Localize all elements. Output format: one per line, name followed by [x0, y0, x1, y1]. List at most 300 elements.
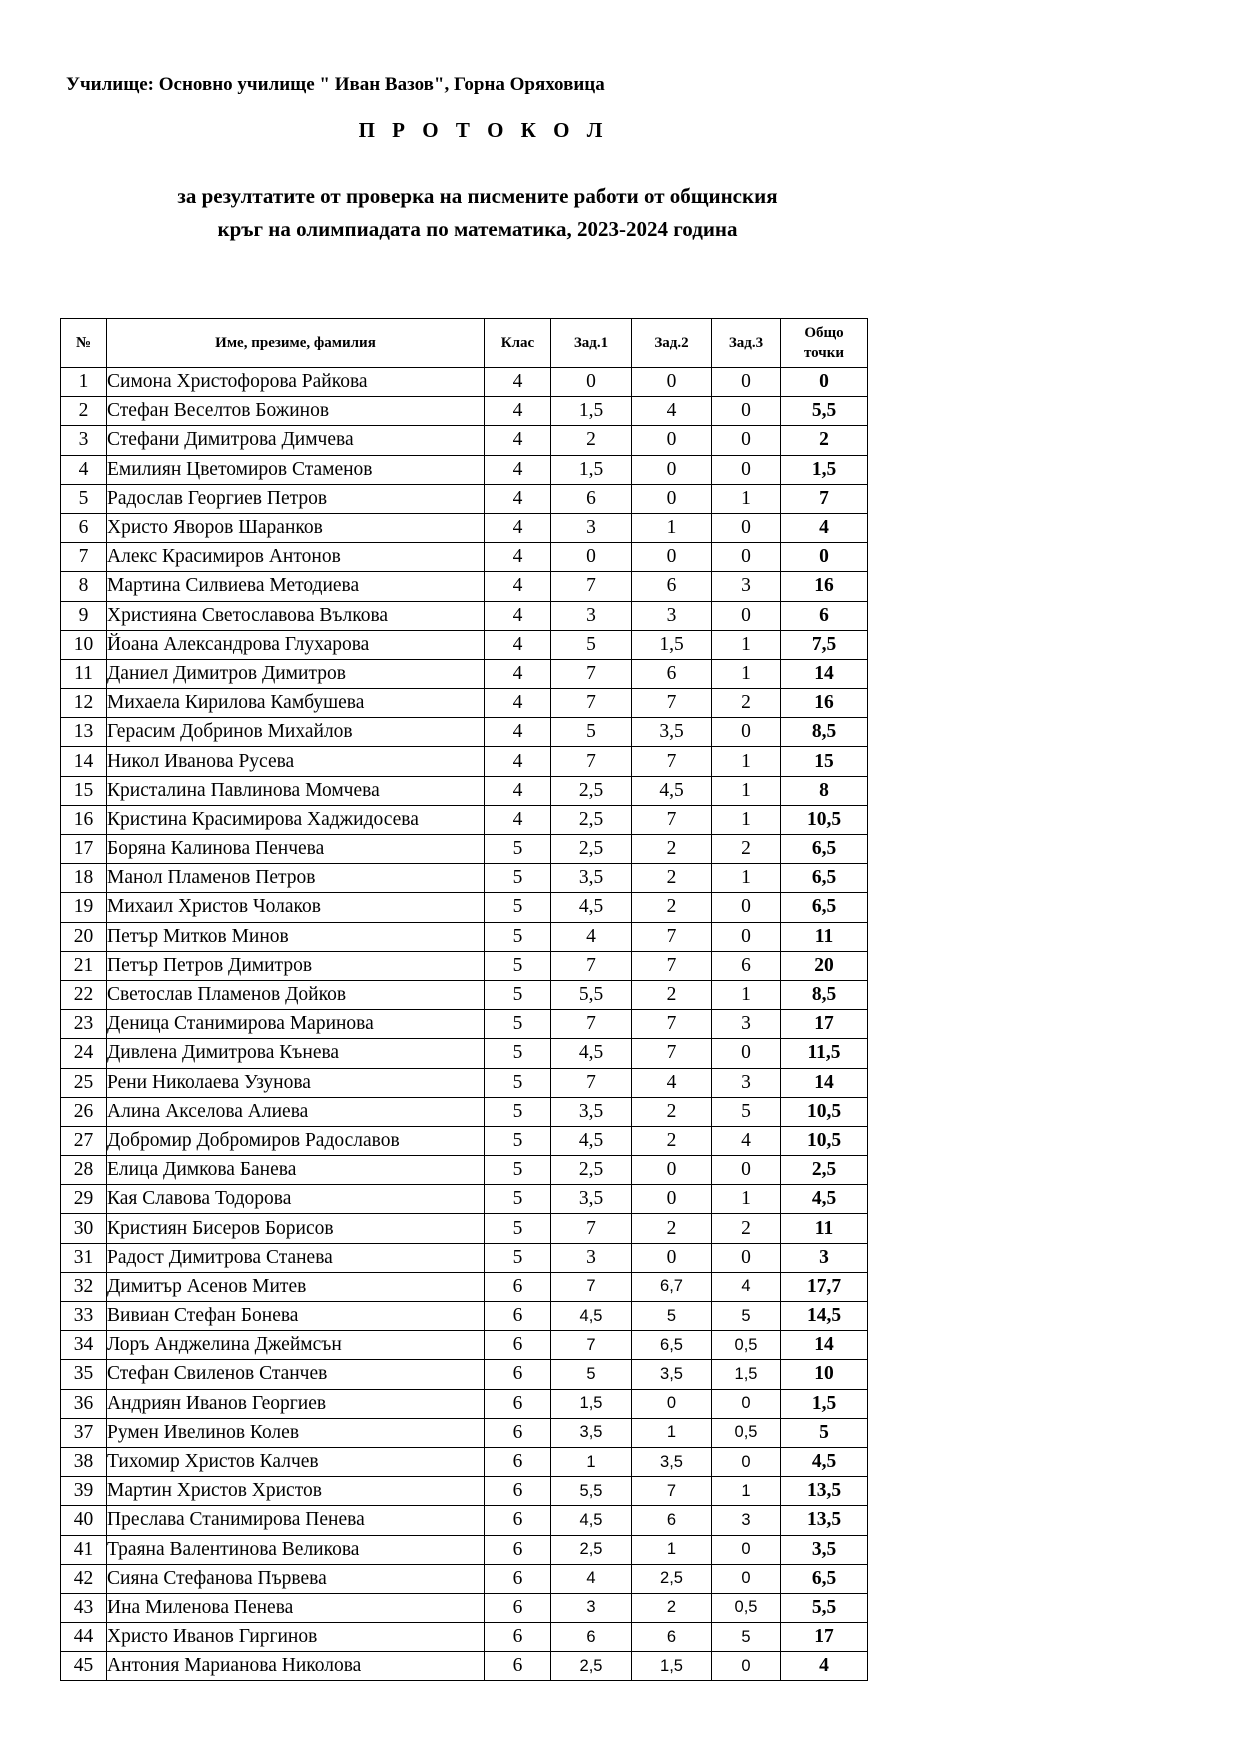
student-name: Румен Ивелинов Колев	[107, 1418, 485, 1447]
class-cell: 5	[485, 951, 551, 980]
task3-score: 3	[712, 1506, 781, 1535]
student-name: Преслава Станимирова Пенева	[107, 1506, 485, 1535]
school-name: Училище: Основно училище " Иван Вазов", Горна Оряховица	[66, 74, 605, 95]
task3-score: 1	[712, 659, 781, 688]
student-name: Антония Марианова Николова	[107, 1652, 485, 1681]
total-score: 5,5	[781, 1593, 868, 1622]
table-row	[61, 1564, 868, 1593]
task3-score: 1	[712, 630, 781, 659]
class-cell: 5	[485, 1214, 551, 1243]
class-cell: 5	[485, 1126, 551, 1155]
task3-score: 0,5	[712, 1418, 781, 1447]
task2-score: 7	[632, 1477, 712, 1506]
table-row	[61, 1535, 868, 1564]
class-cell: 4	[485, 689, 551, 718]
student-name: Ина Миленова Пенева	[107, 1593, 485, 1622]
class-cell: 4	[485, 776, 551, 805]
row-number: 15	[61, 776, 107, 805]
table-row	[61, 572, 868, 601]
class-cell: 6	[485, 1593, 551, 1622]
row-number: 41	[61, 1535, 107, 1564]
row-number: 21	[61, 951, 107, 980]
total-score: 2,5	[781, 1156, 868, 1185]
task3-score: 0	[712, 455, 781, 484]
task2-score: 6	[632, 659, 712, 688]
total-score: 17	[781, 1010, 868, 1039]
student-name: Траяна Валентинова Великова	[107, 1535, 485, 1564]
student-name: Вивиан Стефан Бонева	[107, 1302, 485, 1331]
student-name: Христо Иванов Гиргинов	[107, 1623, 485, 1652]
table-row	[61, 951, 868, 980]
student-name: Лоръ Анджелина Джеймсън	[107, 1331, 485, 1360]
row-number: 10	[61, 630, 107, 659]
student-name: Радост Димитрова Станева	[107, 1243, 485, 1272]
table-row	[61, 1593, 868, 1622]
table-row	[61, 1360, 868, 1389]
task3-score: 3	[712, 1068, 781, 1097]
total-score: 8,5	[781, 980, 868, 1009]
student-name: Мартина Силвиева Методиева	[107, 572, 485, 601]
total-score: 16	[781, 572, 868, 601]
task1-score: 7	[551, 1214, 632, 1243]
student-name: Христо Яворов Шаранков	[107, 513, 485, 542]
table-row	[61, 689, 868, 718]
class-cell: 6	[485, 1389, 551, 1418]
row-number: 1	[61, 368, 107, 397]
task3-score: 2	[712, 1214, 781, 1243]
row-number: 44	[61, 1623, 107, 1652]
class-cell: 5	[485, 1156, 551, 1185]
task3-score: 2	[712, 689, 781, 718]
class-cell: 4	[485, 368, 551, 397]
class-cell: 6	[485, 1302, 551, 1331]
student-name: Алина Акселова Алиева	[107, 1097, 485, 1126]
col-header-task2: Зад.2	[632, 319, 712, 368]
task1-score: 4,5	[551, 1506, 632, 1535]
row-number: 32	[61, 1272, 107, 1301]
task1-score: 4,5	[551, 1302, 632, 1331]
task1-score: 2	[551, 426, 632, 455]
table-row	[61, 601, 868, 630]
task3-score: 1	[712, 980, 781, 1009]
task2-score: 1	[632, 1535, 712, 1564]
total-score: 13,5	[781, 1506, 868, 1535]
row-number: 24	[61, 1039, 107, 1068]
student-name: Сияна Стефанова Първева	[107, 1564, 485, 1593]
task2-score: 3,5	[632, 1360, 712, 1389]
task1-score: 3,5	[551, 1185, 632, 1214]
task1-score: 3	[551, 513, 632, 542]
row-number: 40	[61, 1506, 107, 1535]
student-name: Тихомир Христов Калчев	[107, 1447, 485, 1476]
task2-score: 1	[632, 513, 712, 542]
class-cell: 6	[485, 1652, 551, 1681]
task1-score: 6	[551, 484, 632, 513]
task2-score: 7	[632, 1039, 712, 1068]
task2-score: 3,5	[632, 718, 712, 747]
task1-score: 1	[551, 1447, 632, 1476]
table-row	[61, 1097, 868, 1126]
task1-score: 3	[551, 1243, 632, 1272]
student-name: Мартин Христов Христов	[107, 1477, 485, 1506]
task3-score: 1	[712, 484, 781, 513]
task2-score: 7	[632, 951, 712, 980]
class-cell: 5	[485, 980, 551, 1009]
task2-score: 7	[632, 805, 712, 834]
task3-score: 0	[712, 1652, 781, 1681]
task3-score: 0	[712, 1243, 781, 1272]
task2-score: 2	[632, 893, 712, 922]
task2-score: 3,5	[632, 1447, 712, 1476]
table-row	[61, 1243, 868, 1272]
table-header-row	[61, 319, 868, 368]
row-number: 43	[61, 1593, 107, 1622]
row-number: 35	[61, 1360, 107, 1389]
row-number: 18	[61, 864, 107, 893]
table-row	[61, 718, 868, 747]
table-row	[61, 1185, 868, 1214]
total-score: 6,5	[781, 864, 868, 893]
task3-score: 5	[712, 1097, 781, 1126]
class-cell: 6	[485, 1360, 551, 1389]
col-header-name: Име, презиме, фамилия	[107, 319, 485, 368]
class-cell: 4	[485, 513, 551, 542]
student-name: Християна Светославова Вълкова	[107, 601, 485, 630]
task2-score: 7	[632, 1010, 712, 1039]
table-row	[61, 893, 868, 922]
task2-score: 2	[632, 1126, 712, 1155]
row-number: 22	[61, 980, 107, 1009]
student-name: Дивлена Димитрова Кънева	[107, 1039, 485, 1068]
student-name: Алекс Красимиров Антонов	[107, 543, 485, 572]
task2-score: 0	[632, 1243, 712, 1272]
task1-score: 7	[551, 659, 632, 688]
task3-score: 0	[712, 1535, 781, 1564]
task1-score: 7	[551, 747, 632, 776]
task3-score: 0	[712, 922, 781, 951]
row-number: 3	[61, 426, 107, 455]
student-name: Манол Пламенов Петров	[107, 864, 485, 893]
class-cell: 4	[485, 543, 551, 572]
class-cell: 6	[485, 1535, 551, 1564]
class-cell: 5	[485, 1068, 551, 1097]
row-number: 4	[61, 455, 107, 484]
task3-score: 1,5	[712, 1360, 781, 1389]
student-name: Петър Митков Минов	[107, 922, 485, 951]
class-cell: 6	[485, 1506, 551, 1535]
total-score: 6,5	[781, 835, 868, 864]
subtitle-line-1: за резултатите от проверка на писмените работи от общинския	[177, 184, 778, 208]
task1-score: 7	[551, 1010, 632, 1039]
student-name: Кристалина Павлинова Момчева	[107, 776, 485, 805]
row-number: 34	[61, 1331, 107, 1360]
task3-score: 2	[712, 835, 781, 864]
row-number: 8	[61, 572, 107, 601]
table-row	[61, 630, 868, 659]
student-name: Никол Иванова Русева	[107, 747, 485, 776]
task3-score: 0	[712, 1564, 781, 1593]
table-row	[61, 543, 868, 572]
total-score: 7	[781, 484, 868, 513]
task3-score: 0	[712, 426, 781, 455]
col-header-task1: Зад.1	[551, 319, 632, 368]
table-row	[61, 980, 868, 1009]
total-score: 8	[781, 776, 868, 805]
task1-score: 4	[551, 922, 632, 951]
task2-score: 6,7	[632, 1272, 712, 1301]
total-score: 16	[781, 689, 868, 718]
task2-score: 7	[632, 689, 712, 718]
row-number: 6	[61, 513, 107, 542]
row-number: 37	[61, 1418, 107, 1447]
task1-score: 6	[551, 1623, 632, 1652]
task3-score: 0	[712, 601, 781, 630]
total-score: 14	[781, 659, 868, 688]
table-row	[61, 1477, 868, 1506]
class-cell: 5	[485, 893, 551, 922]
student-name: Стефан Веселтов Божинов	[107, 397, 485, 426]
table-row	[61, 1389, 868, 1418]
task1-score: 1,5	[551, 1389, 632, 1418]
table-row	[61, 484, 868, 513]
task2-score: 3	[632, 601, 712, 630]
class-cell: 4	[485, 718, 551, 747]
task3-score: 0,5	[712, 1331, 781, 1360]
task1-score: 7	[551, 1272, 632, 1301]
task3-score: 0	[712, 543, 781, 572]
task1-score: 5,5	[551, 1477, 632, 1506]
table-row	[61, 397, 868, 426]
table-row	[61, 1331, 868, 1360]
task3-score: 0	[712, 368, 781, 397]
task2-score: 0	[632, 368, 712, 397]
total-score: 0	[781, 368, 868, 397]
total-score: 5,5	[781, 397, 868, 426]
row-number: 19	[61, 893, 107, 922]
task1-score: 2,5	[551, 776, 632, 805]
task1-score: 7	[551, 689, 632, 718]
task1-score: 3,5	[551, 864, 632, 893]
task2-score: 7	[632, 747, 712, 776]
table-row	[61, 1126, 868, 1155]
row-number: 25	[61, 1068, 107, 1097]
task2-score: 5	[632, 1302, 712, 1331]
class-cell: 4	[485, 805, 551, 834]
task1-score: 7	[551, 951, 632, 980]
class-cell: 5	[485, 864, 551, 893]
task3-score: 5	[712, 1623, 781, 1652]
total-score: 6,5	[781, 893, 868, 922]
total-score: 11	[781, 1214, 868, 1243]
total-score: 13,5	[781, 1477, 868, 1506]
task1-score: 3,5	[551, 1097, 632, 1126]
task3-score: 1	[712, 805, 781, 834]
task3-score: 0	[712, 1447, 781, 1476]
class-cell: 4	[485, 747, 551, 776]
task1-score: 0	[551, 543, 632, 572]
class-cell: 6	[485, 1447, 551, 1476]
col-header-num: №	[61, 319, 107, 368]
class-cell: 6	[485, 1477, 551, 1506]
class-cell: 6	[485, 1623, 551, 1652]
student-name: Кристиян Бисеров Борисов	[107, 1214, 485, 1243]
table-row	[61, 1068, 868, 1097]
task2-score: 0	[632, 1185, 712, 1214]
student-name: Йоана Александрова Глухарова	[107, 630, 485, 659]
row-number: 45	[61, 1652, 107, 1681]
total-score: 1,5	[781, 455, 868, 484]
row-number: 42	[61, 1564, 107, 1593]
task2-score: 0	[632, 1389, 712, 1418]
row-number: 9	[61, 601, 107, 630]
table-row	[61, 1623, 868, 1652]
total-score: 8,5	[781, 718, 868, 747]
class-cell: 4	[485, 601, 551, 630]
task1-score: 1,5	[551, 455, 632, 484]
task2-score: 0	[632, 484, 712, 513]
total-score: 10,5	[781, 1097, 868, 1126]
task1-score: 2,5	[551, 835, 632, 864]
task2-score: 7	[632, 922, 712, 951]
total-score: 20	[781, 951, 868, 980]
task3-score: 5	[712, 1302, 781, 1331]
table-row	[61, 426, 868, 455]
total-score: 2	[781, 426, 868, 455]
student-name: Елица Димкова Банева	[107, 1156, 485, 1185]
table-row	[61, 1272, 868, 1301]
student-name: Светослав Пламенов Дойков	[107, 980, 485, 1009]
total-score: 11	[781, 922, 868, 951]
class-cell: 4	[485, 397, 551, 426]
task1-score: 3,5	[551, 1418, 632, 1447]
row-number: 31	[61, 1243, 107, 1272]
task2-score: 4	[632, 1068, 712, 1097]
row-number: 2	[61, 397, 107, 426]
row-number: 29	[61, 1185, 107, 1214]
total-score: 14,5	[781, 1302, 868, 1331]
task1-score: 2,5	[551, 1535, 632, 1564]
table-row	[61, 368, 868, 397]
task1-score: 0	[551, 368, 632, 397]
task2-score: 2	[632, 1214, 712, 1243]
task2-score: 6,5	[632, 1331, 712, 1360]
student-name: Симона Христофорова Райкова	[107, 368, 485, 397]
table-row	[61, 1447, 868, 1476]
task2-score: 1	[632, 1418, 712, 1447]
row-number: 26	[61, 1097, 107, 1126]
row-number: 16	[61, 805, 107, 834]
task1-score: 2,5	[551, 1652, 632, 1681]
document-title: П Р О Т О К О Л	[358, 118, 609, 142]
task1-score: 4,5	[551, 1126, 632, 1155]
table-row	[61, 922, 868, 951]
task3-score: 1	[712, 776, 781, 805]
task3-score: 3	[712, 1010, 781, 1039]
task2-score: 4	[632, 397, 712, 426]
total-score: 10,5	[781, 1126, 868, 1155]
student-name: Петър Петров Димитров	[107, 951, 485, 980]
task3-score: 1	[712, 864, 781, 893]
task1-score: 2,5	[551, 1156, 632, 1185]
task2-score: 2	[632, 980, 712, 1009]
task1-score: 4	[551, 1564, 632, 1593]
task3-score: 6	[712, 951, 781, 980]
table-row	[61, 659, 868, 688]
class-cell: 6	[485, 1418, 551, 1447]
subtitle-line-2: кръг на олимпиадата по математика, 2023-2024 година	[217, 217, 738, 241]
task2-score: 2,5	[632, 1564, 712, 1593]
total-score: 4	[781, 513, 868, 542]
task3-score: 0	[712, 397, 781, 426]
document-subtitle	[0, 180, 955, 246]
row-number: 14	[61, 747, 107, 776]
task1-score: 5	[551, 718, 632, 747]
total-score: 4,5	[781, 1447, 868, 1476]
table-row	[61, 864, 868, 893]
task2-score: 2	[632, 1097, 712, 1126]
total-score: 10	[781, 1360, 868, 1389]
total-score: 6,5	[781, 1564, 868, 1593]
class-cell: 5	[485, 1010, 551, 1039]
task2-score: 0	[632, 543, 712, 572]
row-number: 5	[61, 484, 107, 513]
row-number: 13	[61, 718, 107, 747]
task1-score: 5	[551, 630, 632, 659]
row-number: 11	[61, 659, 107, 688]
task3-score: 0	[712, 1389, 781, 1418]
col-header-class: Клас	[485, 319, 551, 368]
task2-score: 1,5	[632, 1652, 712, 1681]
task3-score: 1	[712, 1477, 781, 1506]
student-name: Стефани Димитрова Димчева	[107, 426, 485, 455]
total-score: 17,7	[781, 1272, 868, 1301]
task3-score: 0	[712, 893, 781, 922]
table-row	[61, 1010, 868, 1039]
task2-score: 1,5	[632, 630, 712, 659]
task2-score: 0	[632, 1156, 712, 1185]
total-score: 6	[781, 601, 868, 630]
col-header-total-line2: точки	[803, 345, 845, 361]
total-score: 4,5	[781, 1185, 868, 1214]
class-cell: 4	[485, 630, 551, 659]
task2-score: 0	[632, 426, 712, 455]
class-cell: 5	[485, 835, 551, 864]
class-cell: 4	[485, 455, 551, 484]
task2-score: 6	[632, 1506, 712, 1535]
student-name: Добромир Добромиров Радославов	[107, 1126, 485, 1155]
task2-score: 0	[632, 455, 712, 484]
row-number: 23	[61, 1010, 107, 1039]
task3-score: 4	[712, 1272, 781, 1301]
class-cell: 5	[485, 1039, 551, 1068]
student-name: Кристина Красимирова Хаджидосева	[107, 805, 485, 834]
task3-score: 0	[712, 1156, 781, 1185]
student-name: Кая Славова Тодорова	[107, 1185, 485, 1214]
class-cell: 4	[485, 484, 551, 513]
row-number: 17	[61, 835, 107, 864]
task3-score: 0	[712, 513, 781, 542]
task1-score: 5,5	[551, 980, 632, 1009]
class-cell: 5	[485, 1097, 551, 1126]
total-score: 17	[781, 1623, 868, 1652]
task2-score: 2	[632, 864, 712, 893]
student-name: Михаела Кирилова Камбушева	[107, 689, 485, 718]
row-number: 33	[61, 1302, 107, 1331]
student-name: Радослав Георгиев Петров	[107, 484, 485, 513]
student-name: Михаил Христов Чолаков	[107, 893, 485, 922]
total-score: 14	[781, 1331, 868, 1360]
student-name: Даниел Димитров Димитров	[107, 659, 485, 688]
